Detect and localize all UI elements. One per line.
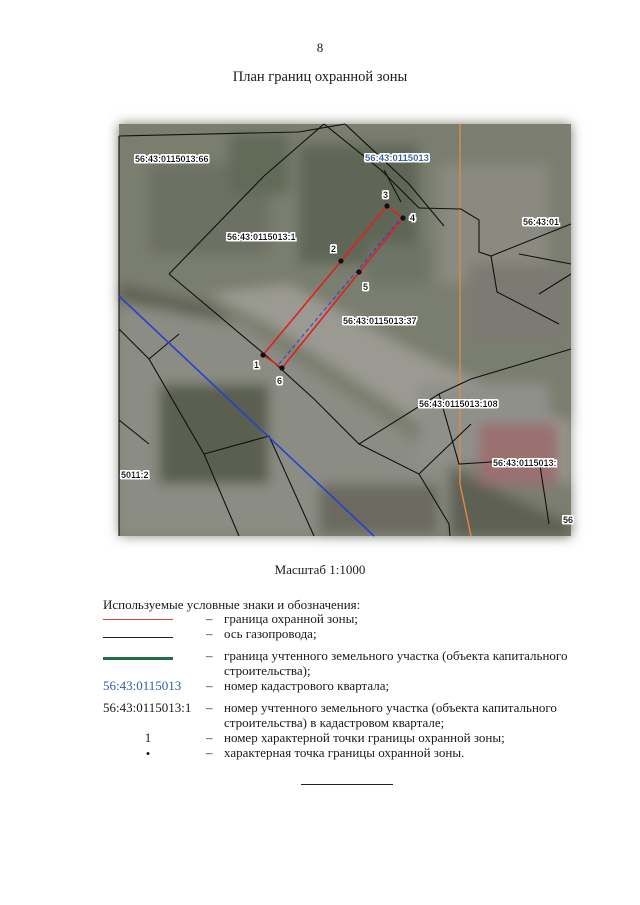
point-3-marker <box>384 203 389 208</box>
bottom-divider <box>301 784 393 785</box>
legend-sample-zone-boundary <box>103 619 243 620</box>
legend-text-quarter-number: номер кадастрового квартала; <box>224 678 390 693</box>
legend-sample-quarter-number: 56:43:0115013 <box>103 678 182 693</box>
legend-title: Используемые условные знаки и обозначения: <box>103 597 361 612</box>
parcel-label-1: 56:43:0115013:1 <box>227 232 296 242</box>
point-6-marker <box>279 365 284 370</box>
legend-text-point-number: номер характерной точки границы охранной зоны; <box>224 730 505 745</box>
parcel-label-37: 56:43:0115013:37 <box>343 316 417 326</box>
legend-dash: – <box>206 648 213 663</box>
point-label-5: 5 <box>363 282 369 292</box>
point-label-4: 4 <box>410 213 416 223</box>
point-2-marker <box>338 258 343 263</box>
satellite-background <box>119 124 574 536</box>
legend-dash: – <box>206 611 213 626</box>
parcel-label-bottom-right: 56 <box>563 515 574 525</box>
map-image <box>119 124 574 536</box>
parcel-label-right-top: 56:43:01 <box>523 217 560 227</box>
legend-text-characteristic-point: характерная точка границы охранной зоны. <box>224 745 465 760</box>
quarter-label: 56:43:0115013 <box>365 153 429 164</box>
point-label-2: 2 <box>331 244 337 254</box>
legend-sample-gas-axis <box>103 637 243 638</box>
legend-sample-characteristic-point: • <box>145 746 151 761</box>
legend-sample-parcel-number: 56:43:0115013:1 <box>103 700 192 715</box>
page-title: План границ охранной зоны <box>232 69 408 85</box>
point-1-marker <box>260 352 265 357</box>
legend-text-zone-boundary: граница охранной зоны; <box>224 611 358 626</box>
parcel-label-right-bottom: 56:43:0115013: <box>493 458 557 468</box>
legend-dash: – <box>206 678 213 693</box>
parcel-label-left: 5011:2 <box>121 470 149 480</box>
page-number: 8 <box>316 40 324 55</box>
legend-text-gas-axis: ось газопровода; <box>224 626 317 641</box>
parcel-label-108: 56:43:0115013:108 <box>419 399 498 409</box>
legend-dash: – <box>206 700 213 715</box>
legend-sample-point-number: 1 <box>144 730 152 745</box>
legend-dash: – <box>206 745 213 760</box>
map-scale: Масштаб 1:1000 <box>274 562 366 577</box>
legend-text-parcel-number: номер учтенного земельного участка (объекта капитального строительства) в кадастровом квартале; <box>224 700 557 730</box>
legend-dash: – <box>206 730 213 745</box>
point-label-1: 1 <box>254 360 260 370</box>
legend-text-parcel-boundary: граница учтенного земельного участка (объекта капитального строительства); <box>224 648 568 678</box>
parcel-label-66: 56:43:0115013:66 <box>135 154 209 164</box>
legend-sample-parcel-boundary <box>103 657 243 660</box>
point-5-marker <box>356 269 361 274</box>
legend-dash: – <box>206 626 213 641</box>
point-label-6: 6 <box>277 376 283 386</box>
point-4-marker <box>400 215 405 220</box>
point-label-3: 3 <box>383 190 389 200</box>
